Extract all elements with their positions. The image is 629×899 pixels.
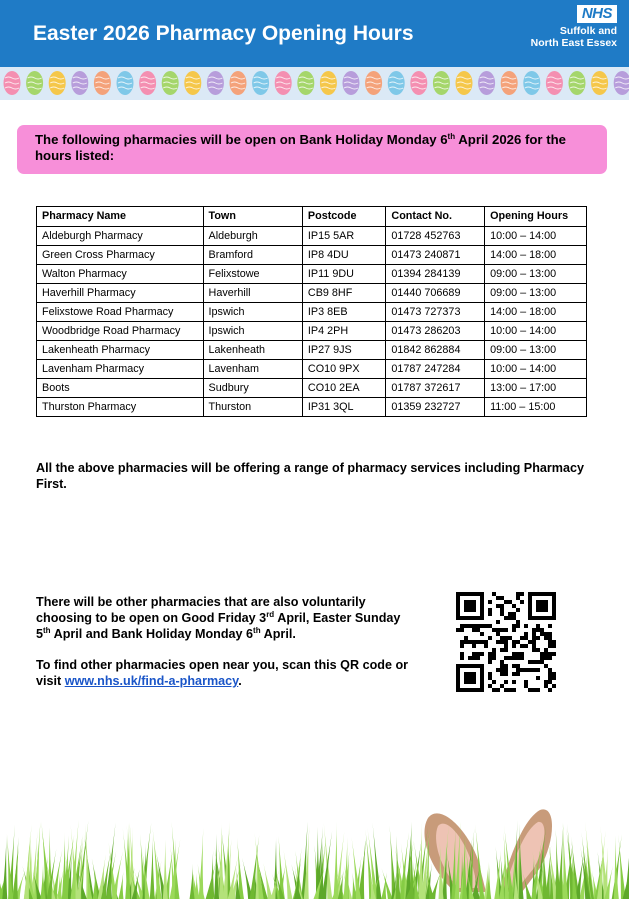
table-cell: 10:00 – 14:00 [485, 360, 587, 379]
other-sup-1: rd [266, 610, 275, 619]
org-name [531, 25, 617, 49]
table-cell: Lakenheath [203, 341, 302, 360]
table-cell: Thurston Pharmacy [37, 398, 204, 417]
egg-icon [433, 71, 450, 95]
table-cell: 01473 727373 [386, 303, 485, 322]
table-cell: 01728 452763 [386, 227, 485, 246]
table-cell: IP31 3QL [302, 398, 385, 417]
egg-icon [456, 71, 473, 95]
qr-code-icon[interactable] [456, 592, 556, 692]
table-row [37, 284, 587, 303]
table-cell: 13:00 – 17:00 [485, 379, 587, 398]
other-sup-2: th [43, 626, 51, 635]
nhs-logo: NHS [577, 5, 617, 23]
table-row [37, 227, 587, 246]
column-header: Town [203, 207, 302, 227]
table-cell: Sudbury [203, 379, 302, 398]
table-cell: 01359 232727 [386, 398, 485, 417]
column-header: Postcode [302, 207, 385, 227]
table-cell: 01394 284139 [386, 265, 485, 284]
table-cell: 09:00 – 13:00 [485, 265, 587, 284]
table-cell: 01473 240871 [386, 246, 485, 265]
egg-icon [410, 71, 427, 95]
egg-icon [501, 71, 518, 95]
org-line-2: North East Essex [530, 37, 617, 49]
table-cell: IP15 5AR [302, 227, 385, 246]
table-cell: Thurston [203, 398, 302, 417]
table-cell: 09:00 – 13:00 [485, 284, 587, 303]
table-cell: Bramford [203, 246, 302, 265]
table-cell: 11:00 – 15:00 [485, 398, 587, 417]
egg-icon [184, 71, 201, 95]
find-text: To find other pharmacies open near you, scan this QR code or visit [36, 658, 409, 688]
header-banner [0, 0, 629, 67]
table-cell: 10:00 – 14:00 [485, 227, 587, 246]
table-cell: IP3 8EB [302, 303, 385, 322]
table-row [37, 265, 587, 284]
table-row [37, 360, 587, 379]
table-cell: Lavenham Pharmacy [37, 360, 204, 379]
table-row [37, 379, 587, 398]
page-title: Easter 2026 Pharmacy Opening Hours [33, 22, 414, 45]
egg-icon [320, 71, 337, 95]
table-cell: 01787 247284 [386, 360, 485, 379]
table-cell: 14:00 – 18:00 [485, 303, 587, 322]
table-cell: CB9 8HF [302, 284, 385, 303]
egg-icon [365, 71, 382, 95]
table-cell: 09:00 – 13:00 [485, 341, 587, 360]
table-row [37, 303, 587, 322]
table-cell: CO10 2EA [302, 379, 385, 398]
table-cell: IP27 9JS [302, 341, 385, 360]
table-cell: Haverhill Pharmacy [37, 284, 204, 303]
org-line-1: Suffolk and [559, 25, 617, 37]
other-text-4: April. [260, 627, 296, 641]
callout-text-2: April 2026 for the hours listed: [35, 132, 567, 163]
egg-icon [388, 71, 405, 95]
egg-icon [117, 71, 134, 95]
table-cell: Green Cross Pharmacy [37, 246, 204, 265]
egg-icon [343, 71, 360, 95]
egg-icon [478, 71, 495, 95]
announcement-callout [17, 125, 607, 174]
services-paragraph: All the above pharmacies will be offering a range of pharmacy services including Pharmacy First. [36, 461, 585, 491]
table-cell: Felixstowe [203, 265, 302, 284]
egg-icon [94, 71, 111, 95]
table-cell: 01787 372617 [386, 379, 485, 398]
table-cell: Aldeburgh [203, 227, 302, 246]
table-cell: Woodbridge Road Pharmacy [37, 322, 204, 341]
table-cell: Ipswich [203, 303, 302, 322]
other-text-1: There will be other pharmacies that are also voluntarily choosing to be open on Good Friday 3 [36, 595, 366, 625]
other-sup-3: th [253, 626, 261, 635]
table-cell: CO10 9PX [302, 360, 385, 379]
table-cell: Aldeburgh Pharmacy [37, 227, 204, 246]
table-cell: 01842 862884 [386, 341, 485, 360]
egg-icon [162, 71, 179, 95]
column-header: Contact No. [386, 207, 485, 227]
table-row [37, 341, 587, 360]
table-cell: 01473 286203 [386, 322, 485, 341]
egg-icon [230, 71, 247, 95]
egg-icon [4, 71, 21, 95]
grass-bunny-image [0, 780, 629, 899]
callout-text-1: The following pharmacies will be open on Bank Holiday Monday 6 [35, 132, 448, 147]
other-text-2: April, Easter Sunday 5 [36, 611, 401, 641]
egg-icon [591, 71, 608, 95]
egg-icon [275, 71, 292, 95]
table-cell: Lavenham [203, 360, 302, 379]
other-pharmacies-paragraph [36, 594, 416, 642]
table-header-row [37, 207, 587, 227]
table-cell: 01440 706689 [386, 284, 485, 303]
table-cell: IP4 2PH [302, 322, 385, 341]
egg-icon [569, 71, 586, 95]
table-body [37, 227, 587, 417]
pharmacy-table [36, 206, 587, 417]
table-cell: Lakenheath Pharmacy [37, 341, 204, 360]
table-cell: Walton Pharmacy [37, 265, 204, 284]
find-pharmacy-paragraph [36, 657, 436, 689]
egg-icon [523, 71, 540, 95]
table-row [37, 246, 587, 265]
column-header: Opening Hours [485, 207, 587, 227]
table-cell: 14:00 – 18:00 [485, 246, 587, 265]
egg-icon [207, 71, 224, 95]
egg-icon [297, 71, 314, 95]
table-cell: IP11 9DU [302, 265, 385, 284]
table-cell: Ipswich [203, 322, 302, 341]
egg-icon [252, 71, 269, 95]
table-cell: Haverhill [203, 284, 302, 303]
egg-icon [614, 71, 629, 95]
egg-icon [139, 71, 156, 95]
egg-icon [49, 71, 66, 95]
easter-eggs-banner [0, 67, 629, 100]
find-pharmacy-link[interactable]: www.nhs.uk/find-a-pharmacy [64, 674, 239, 688]
table-cell: Felixstowe Road Pharmacy [37, 303, 204, 322]
table-row [37, 398, 587, 417]
other-text-3: April and Bank Holiday Monday 6 [50, 627, 254, 641]
egg-icon [71, 71, 88, 95]
find-end: . [238, 674, 242, 688]
table-cell: IP8 4DU [302, 246, 385, 265]
egg-icon [26, 71, 43, 95]
callout-sup: th [447, 132, 456, 141]
column-header: Pharmacy Name [37, 207, 204, 227]
table-cell: Boots [37, 379, 204, 398]
table-cell: 10:00 – 14:00 [485, 322, 587, 341]
egg-icon [546, 71, 563, 95]
egg-icons [0, 67, 629, 100]
table-row [37, 322, 587, 341]
